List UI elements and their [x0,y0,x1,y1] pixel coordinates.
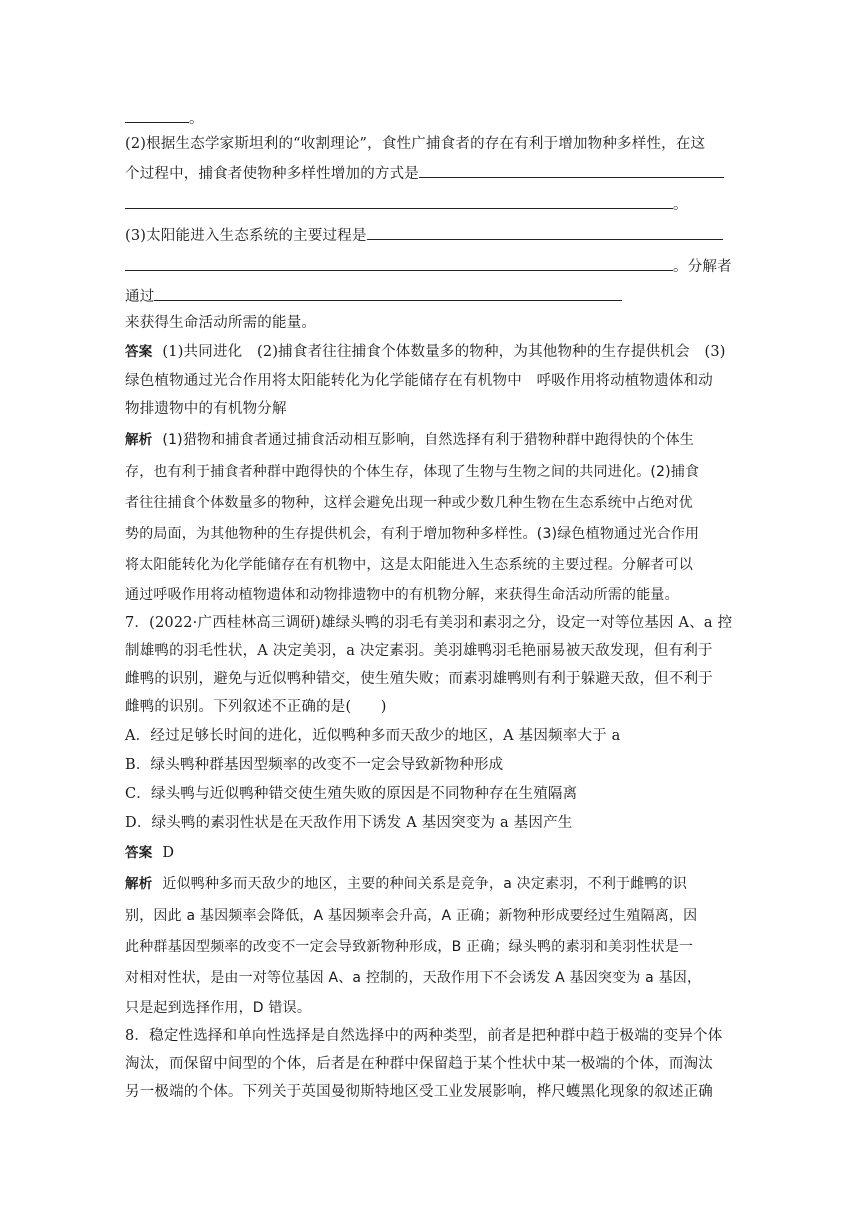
fill-line-1: 。 [125,108,204,129]
answer-6-line-3: 物排遗物中的有机物分解 [125,401,287,417]
analysis-6-line-3: 者往往捕食个体数量多的物种，这样会避免出现一种或少数几种生物在生态系统中占绝对优 [125,495,693,511]
answer-blank[interactable] [367,225,723,240]
analysis-6-line-5: 将太阳能转化为化学能储存在有机物中，这是太阳能进入生态系统的主要过程。分解者可以 [125,557,693,573]
question-7-line-1: 7．(2022·广西桂林高三调研)雄绿头鸭的羽毛有美羽和素羽之分，设定一对等位基因 A、a 控 [125,615,733,631]
answer-label: 答案 [125,845,153,861]
answer-6-line-2: 绿色植物通过光合作用将太阳能转化为化学能储存在有机物中 呼吸作用将动植物遗体和动 [125,373,713,389]
option-d[interactable]: D．绿头鸭的素羽性状是在天敌作用下诱发 A 基因突变为 a 基因产生 [125,815,573,831]
answer-blank[interactable] [125,256,673,271]
analysis-7-line-5: 只是起到选择作用，D 错误。 [125,1000,312,1016]
analysis-7-line-3: 此种群基因型频率的改变不一定会导致新物种形成，B 正确；绿头鸭的素羽和美羽性状是一 [125,939,694,955]
answer-blank[interactable] [125,194,673,209]
answer-label: 答案 [125,344,153,360]
fill-line-4: 通过 [125,286,622,307]
question-6-part-2: (2)根据生态学家斯坦利的“收割理论”，食性广捕食者的存在有利于增加物种多样性，在这 [125,136,706,152]
answer-value: D [162,845,175,861]
question-8-line-2: 淘汰，而保留中间型的个体，后者是在种群中保留趋于某个性状中某一极端的个体，而淘汰 [125,1056,713,1072]
analysis-label: 解析 [125,432,153,448]
question-7-line-3: 雌鸭的识别，避免与近似鸭种错交，使生殖失败；而素羽雄鸭则有利于躲避天敌，但不利于 [125,671,713,687]
answer-7 [125,843,174,863]
question-7-line-2: 制雄鸭的羽毛性状，A 决定美羽，a 决定素羽。美羽雄鸭羽毛艳丽易被天敌发现，但有利于 [125,643,713,659]
analysis-7-line-4: 对相对性状，是由一对等位基因 A、a 控制的，天敌作用下不会诱发 A 基因突变为 a 基因， [125,970,702,986]
analysis-6-line-6: 通过呼吸作用将动植物遗体和动物排遗物中的有机物分解，来获得生命活动所需的能量。 [125,587,679,603]
question-8-line-1: 8．稳定性选择和单向性选择是自然选择中的两种类型，前者是把种群中趋于极端的变异个体 [125,1028,723,1044]
analysis-label: 解析 [125,876,153,892]
analysis-6-line-4: 势的局面，为其他物种的生存提供机会，有利于增加物种多样性。(3)绿色植物通过光合作用 [125,526,700,542]
answer-blank[interactable] [154,286,622,301]
option-a[interactable]: A．经过足够长时间的进化，近似鸭种多而天敌少的地区，A 基因频率大于 a [125,728,621,744]
analysis-7-line-2: 别，因此 a 基因频率会降低，A 基因频率会升高，A 正确；新物种形成要经过生殖隔离，因 [125,908,698,924]
option-b[interactable]: B．绿头鸭种群基因型频率的改变不一定会导致新物种形成 [125,757,504,773]
answer-6-line-1: 答案 (1)共同进化 (2)捕食者往往捕食个体数量多的物种，为其他物种的生存提供机会 (3) [125,344,726,360]
fill-line-3: 。分解者 [125,256,732,277]
question-7-line-4: 雌鸭的识别。下列叙述不正确的是( ) [125,699,387,715]
answer-blank[interactable] [125,108,189,123]
fill-line-5: 来获得生命活动所需的能量。 [125,315,317,331]
analysis-6-line-1: 解析 (1)猎物和捕食者通过捕食活动相互影响，自然选择有利于猎物种群中跑得快的个体生 [125,432,695,448]
fill-line-2: 。 [125,194,688,215]
option-c[interactable]: C．绿头鸭与近似鸭种错交使生殖失败的原因是不同物种存在生殖隔离 [125,786,578,802]
question-8-line-3: 另一极端的个体。下列关于英国曼彻斯特地区受工业发展影响，桦尺蠖黑化现象的叙述正确 [125,1084,713,1100]
answer-blank[interactable] [419,163,724,178]
analysis-6-line-2: 存，也有利于捕食者种群中跑得快的个体生存，体现了生物与生物之间的共同进化。(2)捕食 [125,464,700,480]
analysis-7-line-1: 解析 近似鸭种多而天敌少的地区，主要的种间关系是竞争，a 决定素羽，不利于雌鸭的识 [125,876,688,892]
question-6-part-3: (3)太阳能进入生态系统的主要过程是 [125,225,723,246]
question-6-part-2-cont: 个过程中，捕食者使物种多样性增加的方式是 [125,163,724,184]
